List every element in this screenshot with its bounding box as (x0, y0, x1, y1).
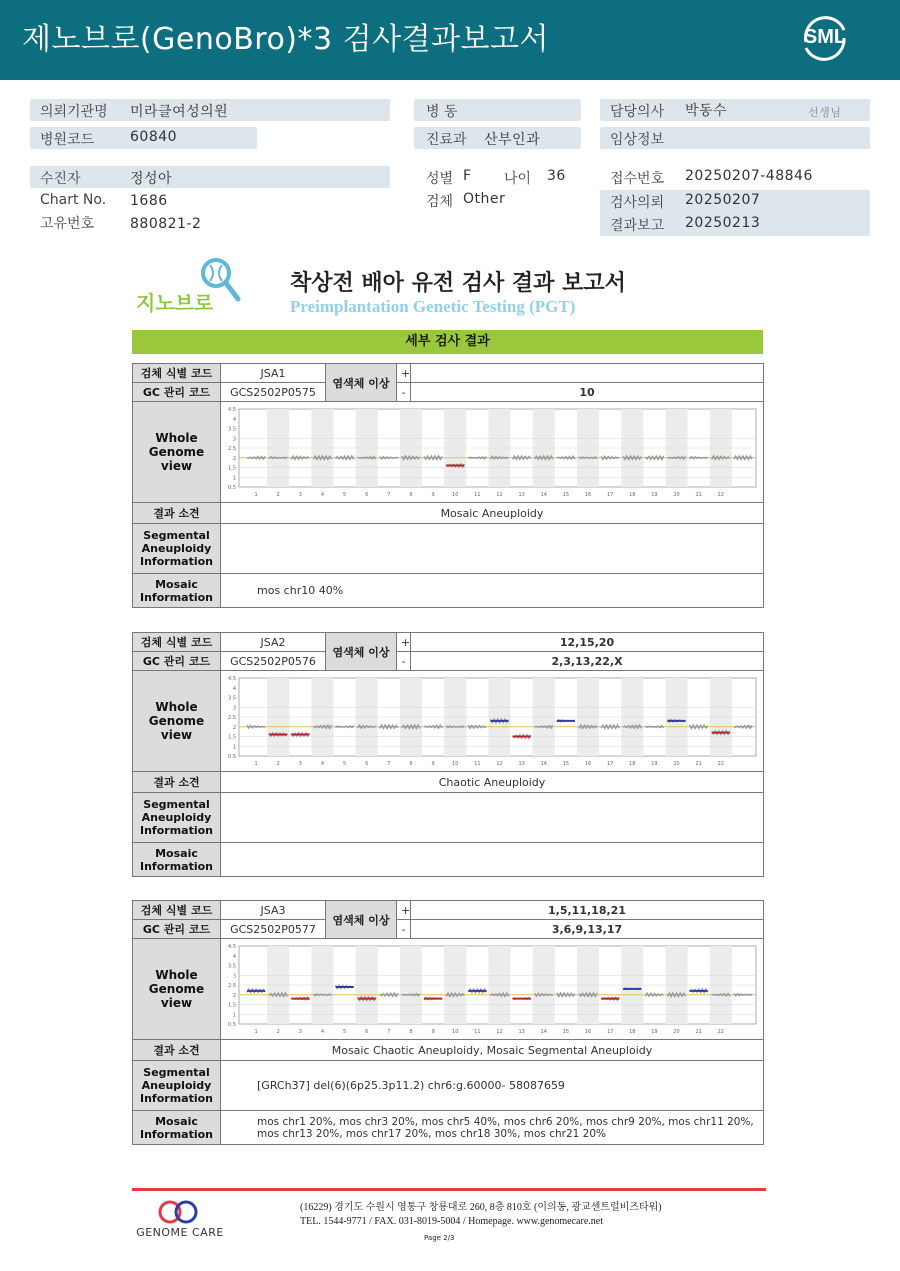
x-tick-label: 19 (651, 491, 658, 498)
chart-value: 1686 (130, 193, 168, 209)
x-tick-label: 2 (276, 491, 280, 498)
x-tick-label: 20 (673, 491, 680, 498)
x-tick-label: 13 (518, 491, 525, 498)
sample-code-label: 검체 식별 코드 (133, 364, 221, 383)
requested-label: 검사의뢰 (610, 195, 665, 211)
x-tick-label: 20 (673, 760, 680, 767)
dept-label: 진료과 (426, 132, 467, 148)
institution-label: 의뢰기관명 (40, 104, 108, 120)
x-tick-label: 4 (320, 1028, 325, 1035)
mosaic-value: mos chr10 40% (221, 574, 764, 608)
reported-label: 결과보고 (610, 218, 665, 234)
header-bar (0, 0, 900, 80)
loss-sign: - (397, 652, 411, 671)
x-tick-label: 1 (254, 760, 258, 767)
patient-name-label: 수진자 (40, 171, 81, 187)
x-tick-label: 3 (298, 1028, 302, 1035)
mosaic-label: Mosaic Information (133, 1111, 221, 1145)
id-label: 고유번호 (40, 216, 95, 232)
segmental-value: [GRCh37] del(6)(6p25.3p11.2) chr6:g.60000- 58087659 (221, 1061, 764, 1111)
x-tick-label: 3 (298, 491, 302, 498)
y-tick-label: 4 (232, 416, 236, 423)
footer-address (300, 1201, 662, 1229)
x-tick-label: 22 (717, 1028, 724, 1035)
cn-trace (269, 456, 287, 458)
chrom-abn-label: 염색체 이상 (326, 633, 397, 671)
gc-code: GCS2502P0577 (221, 920, 326, 939)
y-tick-label: 1 (232, 1011, 236, 1018)
whole-genome-plot (221, 940, 762, 1039)
y-tick-label: 3.5 (228, 963, 236, 969)
whole-genome-plot (221, 672, 762, 771)
y-tick-label: 3.5 (228, 426, 236, 432)
sample-table (132, 900, 764, 1145)
x-tick-label: 13 (518, 760, 525, 767)
sex-value: F (463, 168, 472, 184)
x-tick-label: 21 (695, 491, 702, 498)
y-tick-label: 4 (232, 953, 236, 960)
y-tick-label: 3 (232, 435, 236, 442)
x-tick-label: 7 (387, 491, 391, 498)
chrom-abn-label: 염색체 이상 (326, 901, 397, 939)
x-tick-label: 20 (673, 1028, 680, 1035)
x-tick-label: 7 (387, 760, 391, 767)
accession-value: 20250207-48846 (685, 168, 813, 184)
sample-code: JSA2 (221, 633, 326, 652)
x-tick-label: 1 (254, 1028, 258, 1035)
y-tick-label: 2.5 (228, 714, 236, 721)
gc-code-label: GC 관리 코드 (133, 652, 221, 671)
y-tick-label: 0.5 (228, 484, 236, 491)
wgv-label: Whole Genome view (133, 402, 221, 503)
x-tick-label: 10 (452, 760, 459, 767)
sml-logo-text: SML (803, 26, 847, 48)
x-tick-label: 14 (540, 491, 547, 498)
age-value: 36 (547, 168, 566, 184)
x-tick-label: 9 (431, 491, 435, 498)
y-tick-label: 1.5 (228, 1002, 236, 1008)
x-tick-label: 10 (452, 1028, 459, 1035)
y-tick-label: 0.5 (228, 1021, 236, 1028)
x-tick-label: 22 (717, 760, 724, 767)
institution-value: 미라클여성의원 (130, 104, 229, 120)
x-tick-label: 15 (562, 760, 570, 767)
gc-code: GCS2502P0575 (221, 383, 326, 402)
x-tick-label: 14 (540, 1028, 547, 1035)
x-tick-label: 16 (584, 760, 592, 767)
wgv-label: Whole Genome view (133, 671, 221, 772)
x-tick-label: 8 (409, 1028, 413, 1035)
x-tick-label: 19 (651, 760, 658, 767)
gain-sign: + (397, 901, 411, 920)
specimen-value: Other (463, 191, 506, 207)
report-title-ko: 착상전 배아 유전 검사 결과 보고서 (290, 271, 626, 296)
y-tick-label: 2 (232, 992, 236, 999)
x-tick-label: 4 (320, 760, 325, 767)
x-tick-label: 17 (606, 760, 614, 767)
accession-label: 접수번호 (610, 171, 665, 187)
y-tick-label: 1.5 (228, 734, 236, 740)
age-label: 나이 (504, 171, 532, 187)
loss-value: 3,6,9,13,17 (411, 920, 764, 939)
x-tick-label: 14 (540, 760, 547, 767)
x-tick-label: 16 (584, 1028, 592, 1035)
mosaic-label: Mosaic Information (133, 843, 221, 877)
x-tick-label: 8 (409, 491, 413, 498)
x-tick-label: 17 (606, 1028, 614, 1035)
mosaic-value (221, 843, 764, 877)
page-number: Page 2/3 (424, 1234, 455, 1242)
x-tick-label: 2 (276, 760, 280, 767)
y-tick-label: 2.5 (228, 982, 236, 989)
sex-label: 성별 (426, 171, 454, 187)
patient-name-box (30, 166, 390, 188)
y-tick-label: 2 (232, 724, 236, 731)
x-tick-label: 3 (298, 760, 302, 767)
doctor-value: 박동수 (685, 103, 728, 119)
y-tick-label: 4.5 (228, 675, 236, 682)
report-title-en: Preimplantation Genetic Testing (PGT) (290, 297, 576, 316)
y-tick-label: 4 (232, 685, 236, 692)
report-title: 제노브로(GenoBro)*3 검사결과보고서 (22, 22, 549, 57)
gain-sign: + (397, 364, 411, 383)
segmental-label: Segmental Aneuploidy Information (133, 524, 221, 574)
requested-value: 20250207 (685, 192, 761, 208)
x-tick-label: 21 (695, 760, 702, 767)
y-tick-label: 1 (232, 474, 236, 481)
y-tick-label: 2 (232, 455, 236, 462)
x-tick-label: 5 (342, 1028, 347, 1035)
x-tick-label: 2 (276, 1028, 280, 1035)
x-tick-label: 7 (387, 1028, 391, 1035)
segmental-label: Segmental Aneuploidy Information (133, 1061, 221, 1111)
gain-value (411, 364, 764, 383)
segmental-value (221, 524, 764, 574)
x-tick-label: 15 (562, 491, 570, 498)
gain-value: 12,15,20 (411, 633, 764, 652)
sample-table (132, 363, 764, 608)
x-tick-label: 9 (431, 1028, 435, 1035)
y-tick-label: 0.5 (228, 753, 236, 760)
x-tick-label: 11 (474, 760, 481, 767)
segmental-value (221, 793, 764, 843)
specimen-label: 검체 (426, 194, 454, 210)
dept-value: 산부인과 (484, 132, 541, 148)
x-tick-label: 6 (365, 491, 369, 498)
x-tick-label: 13 (518, 1028, 525, 1035)
mosaic-label: Mosaic Information (133, 574, 221, 608)
x-tick-label: 1 (254, 491, 258, 498)
section-title: 세부 검사 결과 (132, 330, 763, 354)
loss-value: 2,3,13,22,X (411, 652, 764, 671)
sample-table (132, 632, 764, 877)
footer-line (132, 1188, 766, 1191)
gain-value: 1,5,11,18,21 (411, 901, 764, 920)
y-tick-label: 3 (232, 704, 236, 711)
x-tick-label: 11 (474, 1028, 481, 1035)
segmental-label: Segmental Aneuploidy Information (133, 793, 221, 843)
id-value: 880821-2 (130, 216, 202, 232)
hospital-code-label: 병원코드 (40, 132, 95, 148)
x-tick-label: 10 (452, 491, 459, 498)
x-tick-label: 12 (496, 1028, 503, 1035)
x-tick-label: 21 (695, 1028, 702, 1035)
loss-sign: - (397, 920, 411, 939)
finding-label: 결과 소견 (133, 772, 221, 793)
y-tick-label: 4.5 (228, 406, 236, 413)
reported-value: 20250213 (685, 215, 761, 231)
loss-sign: - (397, 383, 411, 402)
gc-code-label: GC 관리 코드 (133, 383, 221, 402)
gc-code: GCS2502P0576 (221, 652, 326, 671)
x-tick-label: 8 (409, 760, 413, 767)
y-tick-label: 1 (232, 743, 236, 750)
x-tick-label: 6 (365, 1028, 369, 1035)
address-line: (16229) 경기도 수원시 영통구 창룡대로 260, 8층 810호 (이의동, 광교센트럴비즈타워) (300, 1202, 662, 1213)
x-tick-label: 15 (562, 1028, 570, 1035)
contact-line: TEL. 1544-9771 / FAX. 031-8019-5004 / Homepage. www.genomecare.net (300, 1216, 603, 1227)
chrom-abn-label: 염색체 이상 (326, 364, 397, 402)
x-tick-label: 22 (717, 491, 724, 498)
finding-value: Mosaic Aneuploidy (221, 503, 764, 524)
x-tick-label: 12 (496, 491, 503, 498)
y-tick-label: 1.5 (228, 465, 236, 471)
gain-sign: + (397, 633, 411, 652)
genobro-logo-text: 지노브로 (136, 291, 214, 315)
x-tick-label: 9 (431, 760, 435, 767)
sample-code: JSA3 (221, 901, 326, 920)
x-tick-label: 5 (342, 491, 347, 498)
doctor-suffix: 선생님 (808, 106, 842, 119)
hospital-code-value: 60840 (130, 129, 178, 145)
company-name: GENOME CARE (136, 1226, 224, 1239)
ward-label: 병 동 (426, 104, 458, 120)
x-tick-label: 4 (320, 491, 325, 498)
y-tick-label: 2.5 (228, 445, 236, 452)
chart-label: Chart No. (40, 192, 107, 208)
whole-genome-plot (221, 403, 762, 502)
x-tick-label: 18 (629, 491, 636, 498)
patient-name-value: 정성아 (130, 171, 173, 187)
loss-value: 10 (411, 383, 764, 402)
x-tick-label: 19 (651, 1028, 658, 1035)
mosaic-value: mos chr1 20%, mos chr3 20%, mos chr5 40%, mos chr6 20%, mos chr9 20%, mos chr11 20%, mos chr13 20%, mos chr17 20%, mos chr18 30%, mos chr21 20% (221, 1111, 764, 1145)
x-tick-label: 11 (474, 491, 481, 498)
clinical-label: 임상정보 (610, 132, 665, 148)
x-tick-label: 17 (606, 491, 614, 498)
y-tick-label: 3.5 (228, 695, 236, 701)
x-tick-label: 18 (629, 1028, 636, 1035)
genobro-logo-icon (132, 255, 252, 321)
finding-label: 결과 소견 (133, 503, 221, 524)
finding-value: Chaotic Aneuploidy (221, 772, 764, 793)
gc-code-label: GC 관리 코드 (133, 920, 221, 939)
sample-code-label: 검체 식별 코드 (133, 633, 221, 652)
y-tick-label: 3 (232, 972, 236, 979)
x-tick-label: 18 (629, 760, 636, 767)
cn-trace (579, 456, 597, 458)
x-tick-label: 6 (365, 760, 369, 767)
doctor-label: 담당의사 (610, 104, 665, 120)
y-tick-label: 4.5 (228, 943, 236, 950)
finding-label: 결과 소견 (133, 1040, 221, 1061)
wgv-label: Whole Genome view (133, 939, 221, 1040)
sample-code-label: 검체 식별 코드 (133, 901, 221, 920)
x-tick-label: 12 (496, 760, 503, 767)
x-tick-label: 16 (584, 491, 592, 498)
sample-code: JSA1 (221, 364, 326, 383)
x-tick-label: 5 (342, 760, 347, 767)
finding-value: Mosaic Chaotic Aneuploidy, Mosaic Segmental Aneuploidy (221, 1040, 764, 1061)
